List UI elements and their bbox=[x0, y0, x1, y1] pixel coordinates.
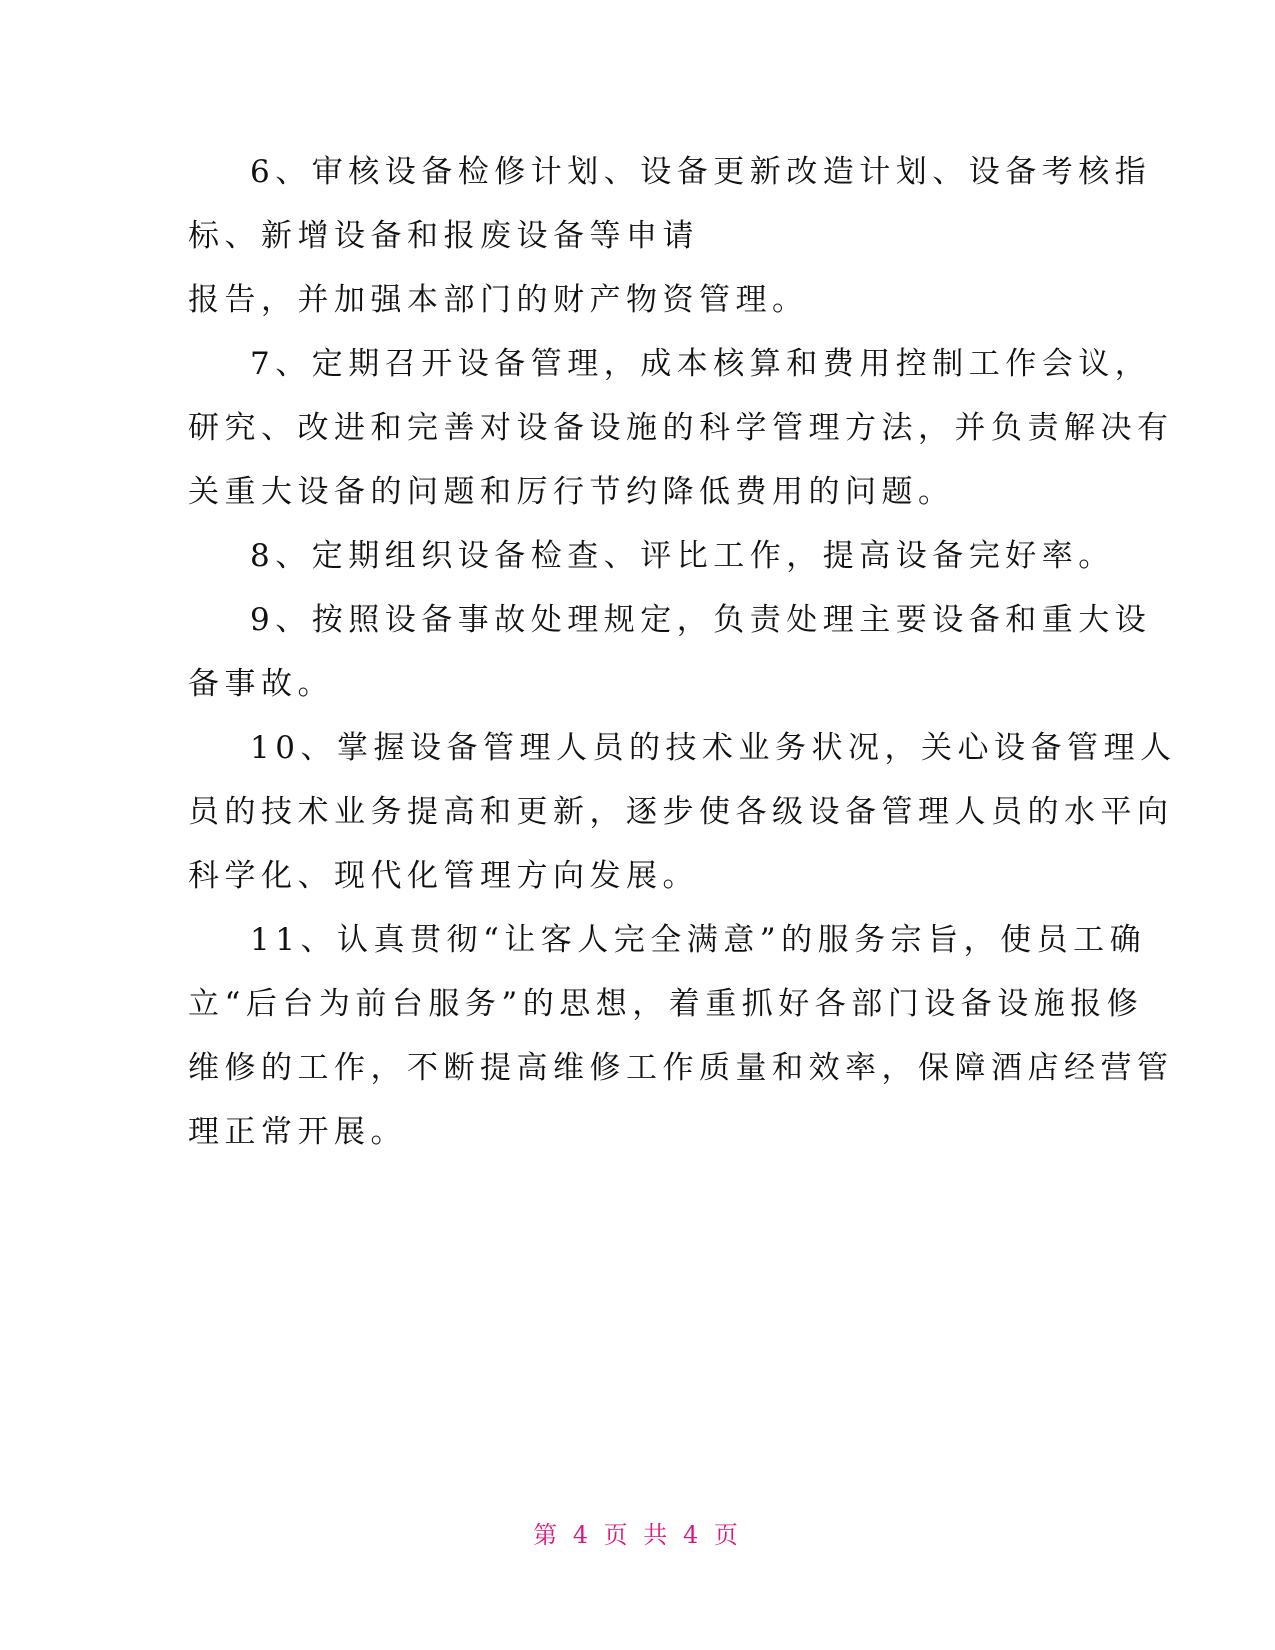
paragraph-line: 员的技术业务提高和更新，逐步使各级设备管理人员的水平向 bbox=[188, 794, 1174, 830]
paragraph-line: 立“后台为前台服务”的思想，着重抓好各部门设备设施报修 bbox=[188, 986, 1144, 1022]
page-number-footer: 第 4 页 共 4 页 bbox=[533, 1521, 742, 1549]
document-body bbox=[188, 140, 1177, 1164]
paragraph-line: 8、定期组织设备检查、评比工作，提高设备完好率。 bbox=[250, 538, 1115, 574]
paragraph-line: 6、审核设备检修计划、设备更新改造计划、设备考核指 bbox=[250, 154, 1152, 190]
paragraph-7 bbox=[188, 332, 1174, 524]
paragraph-8 bbox=[188, 524, 1115, 588]
paragraph-9 bbox=[188, 588, 1152, 716]
paragraph-line: 研究、改进和完善对设备设施的科学管理方法，并负责解决有 bbox=[188, 410, 1174, 446]
paragraph-line: 备事故。 bbox=[188, 666, 334, 702]
paragraph-line: 9、按照设备事故处理规定，负责处理主要设备和重大设 bbox=[250, 602, 1152, 638]
paragraph-line: 理正常开展。 bbox=[188, 1114, 407, 1150]
paragraph-line: 11、认真贯彻“让客人完全满意”的服务宗旨，使员工确 bbox=[250, 922, 1147, 958]
paragraph-line: 10、掌握设备管理人员的技术业务状况，关心设备管理人 bbox=[250, 730, 1177, 766]
paragraph-6 bbox=[188, 140, 1152, 332]
paragraph-line: 科学化、现代化管理方向发展。 bbox=[188, 858, 699, 894]
paragraph-10 bbox=[188, 716, 1177, 908]
paragraph-line: 报告，并加强本部门的财产物资管理。 bbox=[188, 282, 809, 318]
paragraph-11 bbox=[188, 908, 1174, 1164]
paragraph-line: 维修的工作，不断提高维修工作质量和效率，保障酒店经营管 bbox=[188, 1050, 1174, 1086]
paragraph-line: 关重大设备的问题和厉行节约降低费用的问题。 bbox=[188, 474, 955, 510]
paragraph-line: 7、定期召开设备管理，成本核算和费用控制工作会议， bbox=[250, 346, 1152, 382]
paragraph-line: 标、新增设备和报废设备等申请 bbox=[188, 218, 699, 254]
